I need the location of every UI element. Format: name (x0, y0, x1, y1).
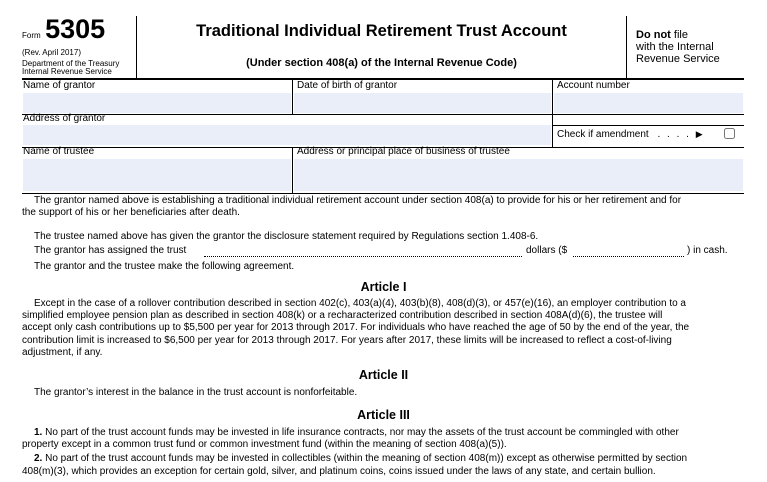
address-of-grantor-input[interactable] (23, 125, 551, 145)
form-title: Traditional Individual Retirement Trust Account (196, 22, 567, 40)
article-3-p1-line1 (22, 427, 744, 439)
article-3-body (22, 427, 744, 478)
assigned-text: The grantor has assigned the trust (34, 245, 187, 256)
form-revision: (Rev. April 2017) (22, 48, 81, 57)
dollars-text: dollars ($ (526, 245, 568, 256)
article-1-line: Except in the case of a rollover contribution described in section 402(c), 403(a)(4), 403(b)(8), 408(d)(3), or 457(e)(16), an employer contribution to a (34, 298, 686, 309)
date-of-birth-input[interactable] (294, 93, 551, 113)
article-1-line: contribution limit is increased to $6,500 per year for 2013 through 2017. For years after 2017, these limits will be increased to reflect a cost-of-living (22, 334, 672, 346)
article-1-body (22, 298, 744, 359)
name-of-trustee-input[interactable] (23, 159, 291, 191)
in-cash-text: ) in cash. (687, 245, 728, 256)
disclosure-statement: The trustee named above has given the grantor the disclosure statement required by Regulations section 1.408-6. (34, 231, 539, 242)
do-not-bold: Do not (636, 29, 671, 41)
article-1-line: simplified employee pension plan as described in section 408(k) or a recharacterized contribution described in section 408A(d)(6), the trustee will (22, 310, 663, 322)
name-of-grantor-input[interactable] (23, 93, 291, 113)
check-amendment-label (557, 129, 703, 140)
article-3-p2-line2: 408(m)(3), which provides an exception for certain gold, silver, and platinum coins, coins issued under the laws of any state, and certain bullion. (22, 465, 656, 477)
do-not-line2: with the Internal (636, 41, 714, 53)
name-of-trustee-label: Name of trustee (23, 146, 95, 157)
article-3-p1-number: 1. (34, 427, 43, 438)
address-of-trustee-input[interactable] (294, 159, 743, 191)
article-1-line: adjustment, if any. (22, 346, 103, 358)
intro-line2: the support of his or her beneficiaries after death. (22, 207, 240, 219)
dollars-in-words-input[interactable] (204, 244, 522, 257)
do-not-line3: Revenue Service (636, 53, 720, 65)
name-of-grantor-label: Name of grantor (23, 80, 96, 91)
do-not-file-notice (636, 29, 720, 65)
amendment-checkbox[interactable] (724, 128, 735, 139)
article-3-p2-text: No part of the trust account funds may be invested in collectibles (within the meaning of section 408(m)) except as otherwise permitted by section (42, 453, 688, 465)
do-not-rest: file (670, 29, 688, 41)
article-3-p1-line2: property except in a common trust fund or common investment fund (within the meaning of section 408(a)(5)). (22, 439, 507, 451)
agency-line: Internal Revenue Service (22, 67, 112, 76)
dollars-amount-input[interactable] (573, 244, 684, 257)
intro-paragraph (22, 195, 744, 219)
form-number-block (22, 14, 105, 45)
article-1-heading: Article I (360, 280, 407, 294)
account-number-label: Account number (557, 80, 630, 91)
address-of-trustee-label: Address or principal place of business of trustee (297, 146, 510, 157)
form-subtitle: (Under section 408(a) of the Internal Revenue Code) (246, 57, 517, 69)
amendment-dots: . . . . (657, 129, 691, 140)
article-2-text: The grantor’s interest in the balance in the trust account is nonforfeitable. (34, 387, 358, 398)
agreement-text: The grantor and the trustee make the following agreement. (34, 261, 295, 272)
address-of-grantor-label: Address of grantor (23, 113, 106, 124)
article-1-line: accept only cash contributions up to $5,500 per year for 2013 through 2017. For individuals who have reached the age of 50 by the end of the year, the (22, 322, 690, 334)
article-3-heading: Article III (357, 408, 410, 422)
form-word: Form (22, 31, 41, 40)
arrow-right-icon: ▶ (695, 129, 703, 139)
department-line: Department of the Treasury (22, 59, 120, 68)
article-3-p2-number: 2. (34, 453, 43, 465)
check-amendment-text: Check if amendment (557, 129, 649, 140)
article-2-heading: Article II (358, 368, 409, 382)
intro-line1: The grantor named above is establishing a traditional individual retirement account under section 408(a) to provide for his or her retirement and for (34, 195, 682, 206)
account-number-input[interactable] (554, 93, 743, 113)
article-3-p1-text: No part of the trust account funds may be invested in life insurance contracts, nor may the assets of the trust account be commingled with other (42, 427, 679, 438)
article-3-p2-line1 (22, 453, 744, 465)
form-number: 5305 (45, 14, 106, 44)
date-of-birth-label: Date of birth of grantor (297, 80, 398, 91)
